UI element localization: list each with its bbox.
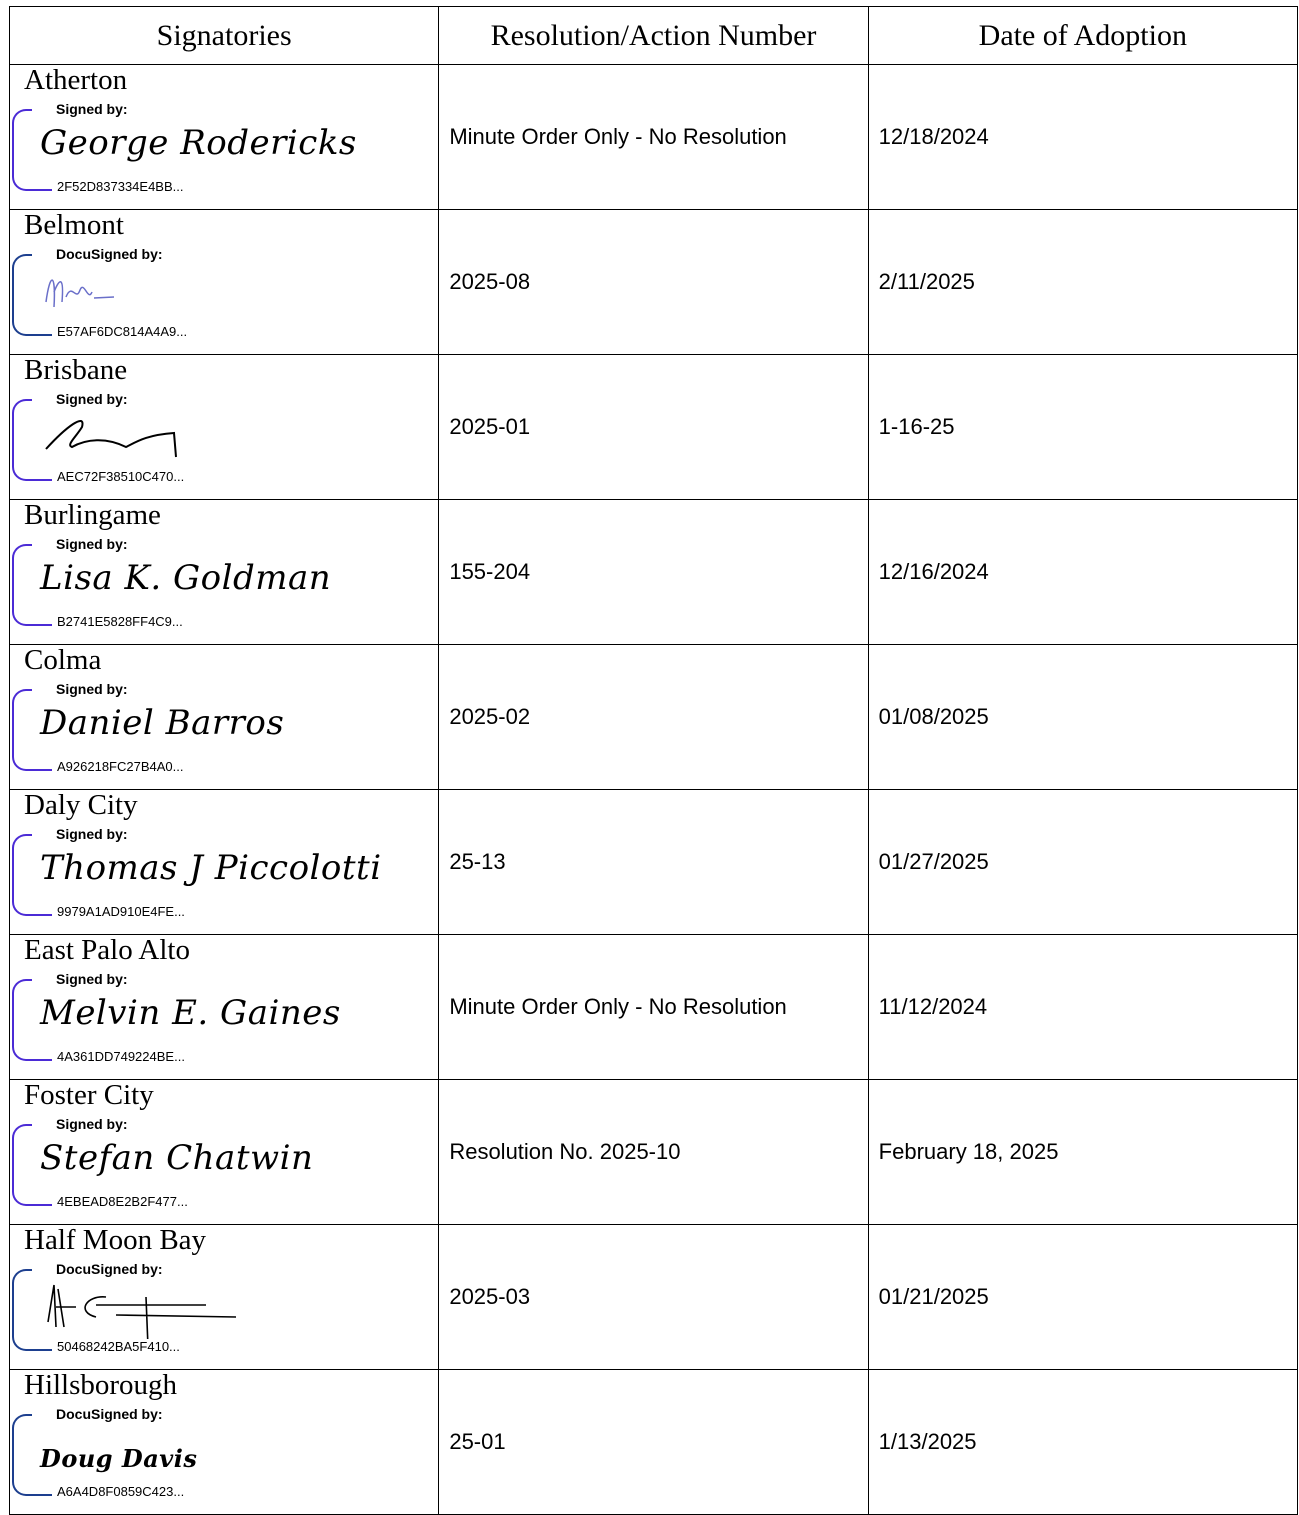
signature-image bbox=[36, 262, 156, 322]
resolution-cell: 2025-01 bbox=[439, 355, 868, 500]
table-row bbox=[10, 935, 1298, 1080]
city-name: Atherton bbox=[24, 64, 128, 96]
header-date: Date of Adoption bbox=[868, 7, 1297, 65]
resolution-cell: Minute Order Only - No Resolution bbox=[439, 65, 868, 210]
city-name: East Palo Alto bbox=[24, 934, 190, 966]
signature-block bbox=[12, 95, 438, 203]
signature-id: 4A361DD749224BE... bbox=[57, 1049, 185, 1064]
signature-block bbox=[12, 1110, 438, 1218]
date-cell: 01/08/2025 bbox=[868, 645, 1297, 790]
signatory-cell bbox=[10, 645, 439, 790]
signature-block bbox=[12, 240, 438, 348]
signed-by-label: Signed by: bbox=[56, 536, 128, 552]
resolution-cell: 2025-03 bbox=[439, 1225, 868, 1370]
signed-by-label: Signed by: bbox=[56, 101, 128, 117]
table-row bbox=[10, 790, 1298, 935]
city-name: Burlingame bbox=[24, 499, 161, 531]
resolution-cell: 25-13 bbox=[439, 790, 868, 935]
date-cell: 12/16/2024 bbox=[868, 500, 1297, 645]
signatory-cell bbox=[10, 65, 439, 210]
table-row bbox=[10, 1225, 1298, 1370]
header-resolution: Resolution/Action Number bbox=[439, 7, 868, 65]
signed-by-label: DocuSigned by: bbox=[56, 1261, 163, 1277]
table-row bbox=[10, 645, 1298, 790]
signature: Thomas J Piccolotti bbox=[40, 848, 382, 888]
resolution-cell: 25-01 bbox=[439, 1370, 868, 1515]
city-name: Daly City bbox=[24, 789, 138, 821]
signed-by-label: Signed by: bbox=[56, 1116, 128, 1132]
city-name: Foster City bbox=[24, 1079, 154, 1111]
signatory-cell bbox=[10, 210, 439, 355]
date-cell: 12/18/2024 bbox=[868, 65, 1297, 210]
signature-image bbox=[36, 407, 186, 467]
signature-id: 4EBEAD8E2B2F477... bbox=[57, 1194, 188, 1209]
signature: Doug Davis bbox=[40, 1444, 198, 1473]
signature-id: A926218FC27B4A0... bbox=[57, 759, 184, 774]
signature: Melvin E. Gaines bbox=[40, 993, 341, 1033]
resolution-cell: Minute Order Only - No Resolution bbox=[439, 935, 868, 1080]
signed-by-label: DocuSigned by: bbox=[56, 246, 163, 262]
table-row bbox=[10, 500, 1298, 645]
date-cell: 11/12/2024 bbox=[868, 935, 1297, 1080]
signature-block bbox=[12, 530, 438, 638]
table-row bbox=[10, 1080, 1298, 1225]
city-name: Brisbane bbox=[24, 354, 128, 386]
table-row bbox=[10, 210, 1298, 355]
signatories-table bbox=[9, 6, 1298, 1515]
signature: George Rodericks bbox=[40, 123, 357, 163]
signature: Stefan Chatwin bbox=[40, 1138, 314, 1178]
signatory-cell bbox=[10, 1080, 439, 1225]
signature-id: 2F52D837334E4BB... bbox=[57, 179, 184, 194]
signed-by-label: Signed by: bbox=[56, 681, 128, 697]
date-cell: 01/21/2025 bbox=[868, 1225, 1297, 1370]
signature-block bbox=[12, 675, 438, 783]
signatory-cell bbox=[10, 790, 439, 935]
table-row bbox=[10, 355, 1298, 500]
date-cell: 1-16-25 bbox=[868, 355, 1297, 500]
signature-id: 50468242BA5F410... bbox=[57, 1339, 180, 1354]
header-row bbox=[10, 7, 1298, 65]
resolution-cell: Resolution No. 2025-10 bbox=[439, 1080, 868, 1225]
signature-id: AEC72F38510C470... bbox=[57, 469, 185, 484]
header-signatories: Signatories bbox=[10, 7, 439, 65]
signatory-cell bbox=[10, 355, 439, 500]
city-name: Hillsborough bbox=[24, 1369, 178, 1401]
city-name: Half Moon Bay bbox=[24, 1224, 207, 1256]
date-cell: February 18, 2025 bbox=[868, 1080, 1297, 1225]
table-row bbox=[10, 1370, 1298, 1515]
signature-block bbox=[12, 1400, 438, 1508]
signed-by-label: Signed by: bbox=[56, 971, 128, 987]
signatory-cell bbox=[10, 1370, 439, 1515]
signature-id: E57AF6DC814A4A9... bbox=[57, 324, 188, 339]
signed-by-label: DocuSigned by: bbox=[56, 1406, 163, 1422]
signature-id: 9979A1AD910E4FE... bbox=[57, 904, 185, 919]
signed-by-label: Signed by: bbox=[56, 391, 128, 407]
signature-id: B2741E5828FF4C9... bbox=[57, 614, 183, 629]
signed-by-label: Signed by: bbox=[56, 826, 128, 842]
date-cell: 01/27/2025 bbox=[868, 790, 1297, 935]
signature-block bbox=[12, 965, 438, 1073]
signature-id: A6A4D8F0859C423... bbox=[57, 1484, 185, 1499]
signature-block bbox=[12, 1255, 438, 1363]
signatory-cell bbox=[10, 1225, 439, 1370]
signature: Lisa K. Goldman bbox=[40, 558, 332, 598]
date-cell: 1/13/2025 bbox=[868, 1370, 1297, 1515]
resolution-cell: 2025-08 bbox=[439, 210, 868, 355]
signatory-cell bbox=[10, 500, 439, 645]
resolution-cell: 2025-02 bbox=[439, 645, 868, 790]
signature-block bbox=[12, 385, 438, 493]
table-row bbox=[10, 65, 1298, 210]
resolution-cell: 155-204 bbox=[439, 500, 868, 645]
signature-image bbox=[36, 1277, 236, 1347]
signature-block bbox=[12, 820, 438, 928]
date-cell: 2/11/2025 bbox=[868, 210, 1297, 355]
signatory-cell bbox=[10, 935, 439, 1080]
city-name: Belmont bbox=[24, 209, 124, 241]
signature: Daniel Barros bbox=[40, 703, 285, 743]
city-name: Colma bbox=[24, 644, 102, 676]
